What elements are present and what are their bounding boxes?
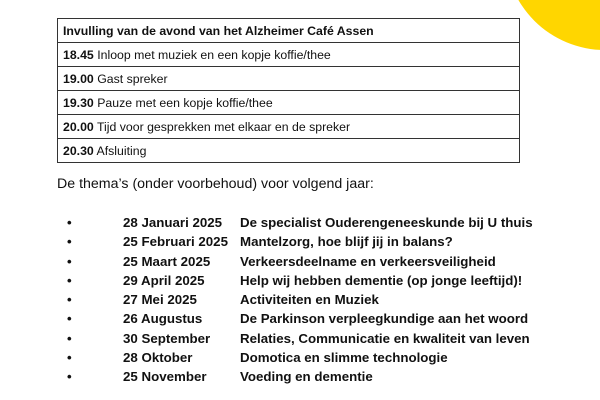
- theme-topic: Relaties, Communicatie en kwaliteit van leven: [240, 330, 530, 346]
- table-row: [58, 91, 520, 115]
- row-text: Tijd voor gesprekken met elkaar en de spreker: [96, 119, 351, 134]
- theme-topic: Activiteiten en Muziek: [240, 292, 379, 308]
- row-time: 18.45: [63, 47, 94, 62]
- theme-topic: De specialist Ouderengeneeskunde bij U thuis: [240, 215, 533, 230]
- bullet-icon: •: [67, 234, 72, 250]
- row-time: 19.00: [63, 71, 94, 86]
- theme-date: 25 Maart 2025: [123, 253, 211, 269]
- themes-intro: De thema’s (onder voorbehoud) voor volgend jaar:: [57, 176, 374, 192]
- theme-topic: Voeding en dementie: [240, 369, 373, 385]
- theme-date: 30 September: [123, 330, 211, 346]
- theme-date: 28 Januari 2025: [123, 215, 223, 230]
- theme-date: 27 Mei 2025: [123, 292, 197, 308]
- theme-topic: Help wij hebben dementie (op jonge leeftijd)!: [240, 272, 523, 288]
- bullet-icon: •: [67, 330, 72, 346]
- row-text: Inloop met muziek en een kopje koffie/thee: [97, 47, 331, 62]
- row-text: Afsluiting: [96, 143, 147, 158]
- row-time: 19.30: [63, 95, 94, 110]
- theme-date: 25 November: [123, 369, 207, 385]
- bullet-icon: •: [67, 369, 72, 385]
- theme-date: 25 Februari 2025: [123, 234, 228, 250]
- theme-date: 28 Oktober: [123, 350, 193, 366]
- table-header-row: [58, 19, 520, 43]
- table-row: [58, 115, 520, 139]
- bullet-icon: •: [67, 292, 72, 308]
- bullet-icon: •: [67, 253, 72, 269]
- theme-topic: Mantelzorg, hoe blijf jij in balans?: [240, 234, 453, 250]
- theme-date: 26 Augustus: [123, 311, 203, 327]
- row-time: 20.30: [63, 143, 94, 158]
- theme-topic: Domotica en slimme technologie: [240, 350, 448, 366]
- table-row: [58, 43, 520, 67]
- theme-topic: Verkeersdeelname en verkeersveiligheid: [240, 253, 496, 269]
- program-table: [57, 18, 520, 163]
- row-text: Pauze met een kopje koffie/thee: [97, 95, 273, 110]
- table-row: [58, 139, 520, 163]
- table-header: Invulling van de avond van het Alzheimer Café Assen: [58, 19, 520, 43]
- bullet-icon: •: [67, 311, 72, 327]
- bullet-icon: •: [67, 350, 72, 366]
- row-time: 20.00: [63, 119, 94, 134]
- table-row: [58, 67, 520, 91]
- bullet-icon: •: [67, 215, 72, 230]
- bullet-icon: •: [67, 272, 72, 288]
- theme-date: 29 April 2025: [123, 272, 205, 288]
- row-text: Gast spreker: [97, 71, 168, 86]
- theme-topic: De Parkinson verpleegkundige aan het woord: [240, 311, 529, 327]
